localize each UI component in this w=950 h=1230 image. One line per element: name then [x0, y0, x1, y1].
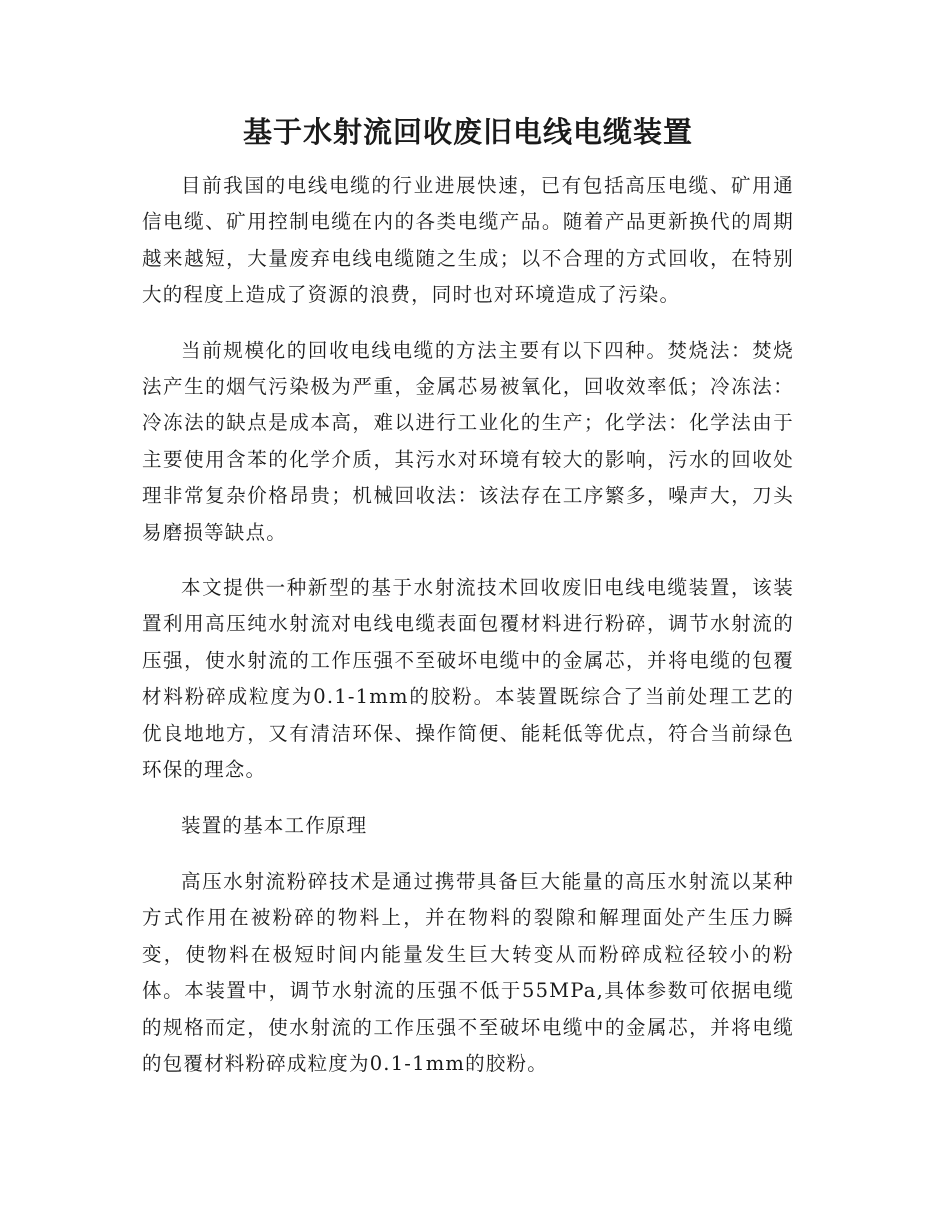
- paragraph-device-overview: 本文提供一种新型的基于水射流技术回收废旧电线电缆装置，该装置利用高压纯水射流对电线电缆表面包覆材料进行粉碎，调节水射流的压强，使水射流的工作压强不至破坏电缆中的金属芯，并将电缆的包覆材料粉碎成粒度为0.1-1mm的胶粉。本装置既综合了当前处理工艺的优良地地方，又有清洁环保、操作简便、能耗低等优点，符合当前绿色环保的理念。: [142, 576, 794, 782]
- paragraph-industry-background: 目前我国的电线电缆的行业进展快速，已有包括高压电缆、矿用通信电缆、矿用控制电缆在内的各类电缆产品。随着产品更新换代的周期越来越短，大量废弃电线电缆随之生成；以不合理的方式回收，在特别大的程度上造成了资源的浪费，同时也对环境造成了污染。: [142, 174, 794, 307]
- paragraph-working-principle: 高压水射流粉碎技术是通过携带具备巨大能量的高压水射流以某种方式作用在被粉碎的物料上，并在物料的裂隙和解理面处产生压力瞬变，使物料在极短时间内能量发生巨大转变从而粉碎成粒径较小的粉体。本装置中，调节水射流的压强不低于55MPa,具体参数可依据电缆的规格而定，使水射流的工作压强不至破坏电缆中的金属芯，并将电缆的包覆材料粉碎成粒度为0.1-1mm的胶粉。: [142, 869, 794, 1075]
- document-page: [142, 108, 794, 1101]
- document-title: 基于水射流回收废旧电线电缆装置: [242, 115, 693, 149]
- section-heading-working-principle: 装置的基本工作原理: [181, 813, 368, 837]
- paragraph-recycling-methods: 当前规模化的回收电线电缆的方法主要有以下四种。焚烧法：焚烧法产生的烟气污染极为严重，金属芯易被氧化，回收效率低；冷冻法：冷冻法的缺点是成本高，难以进行工业化的生产；化学法：化学法由于主要使用含苯的化学介质，其污水对环境有较大的影响，污水的回收处理非常复杂价格昂贵；机械回收法：该法存在工序繁多，噪声大，刀头易磨损等缺点。: [142, 338, 794, 544]
